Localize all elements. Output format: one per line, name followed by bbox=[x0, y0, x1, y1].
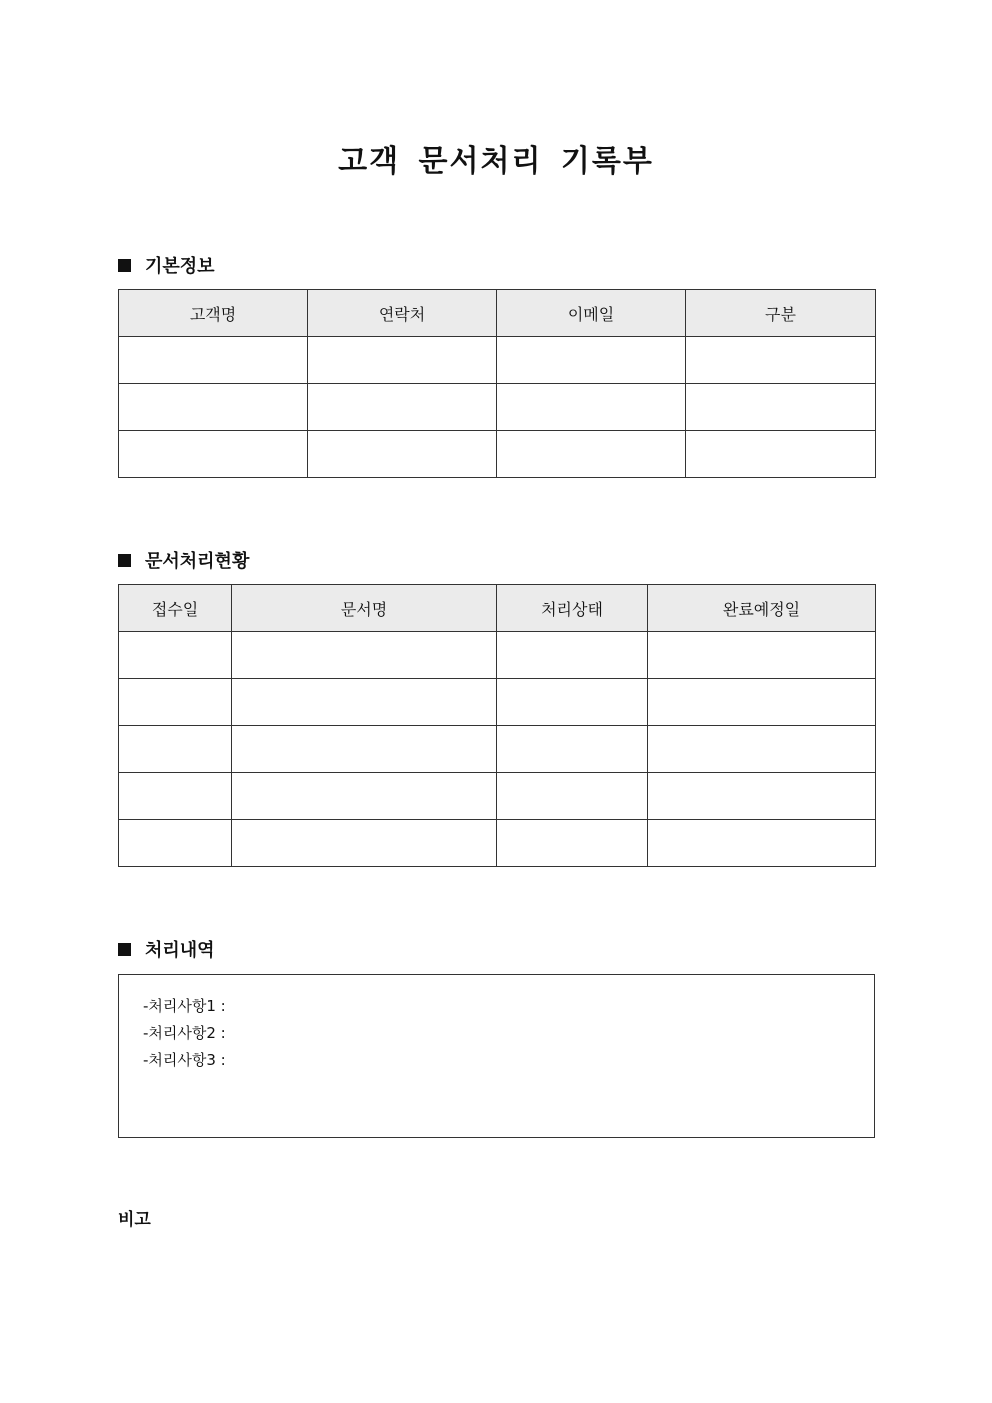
processing-item-1: -처리사항1 : bbox=[143, 997, 226, 1015]
remarks-label: 비고 bbox=[118, 1210, 151, 1230]
header-contact: 연락처 bbox=[308, 290, 497, 337]
basic-info-heading bbox=[118, 253, 215, 277]
table-cell[interactable] bbox=[497, 820, 648, 867]
table-cell[interactable] bbox=[686, 337, 876, 384]
table-cell[interactable] bbox=[497, 773, 648, 820]
processing-item-2: -처리사항2 : bbox=[143, 1024, 226, 1042]
header-received-date: 접수일 bbox=[119, 585, 232, 632]
table-cell[interactable] bbox=[497, 679, 648, 726]
table-cell[interactable] bbox=[119, 773, 232, 820]
processing-details-list bbox=[143, 993, 226, 1074]
table-cell[interactable] bbox=[308, 384, 497, 431]
table-row bbox=[119, 773, 876, 820]
header-customer-name: 고객명 bbox=[119, 290, 308, 337]
table-cell[interactable] bbox=[308, 431, 497, 478]
table-cell[interactable] bbox=[232, 679, 497, 726]
table-row bbox=[119, 632, 876, 679]
table-cell[interactable] bbox=[648, 726, 876, 773]
table-cell[interactable] bbox=[648, 679, 876, 726]
basic-info-heading-label: 기본정보 bbox=[145, 256, 215, 277]
table-row bbox=[119, 679, 876, 726]
table-cell[interactable] bbox=[232, 820, 497, 867]
table-cell[interactable] bbox=[497, 384, 686, 431]
table-cell[interactable] bbox=[648, 820, 876, 867]
table-cell[interactable] bbox=[119, 679, 232, 726]
table-cell[interactable] bbox=[686, 384, 876, 431]
basic-info-table bbox=[118, 289, 876, 478]
basic-info-header-row bbox=[119, 290, 876, 337]
square-bullet-icon bbox=[118, 554, 131, 567]
processing-details-heading bbox=[118, 937, 215, 961]
table-cell[interactable] bbox=[308, 337, 497, 384]
table-cell[interactable] bbox=[119, 820, 232, 867]
table-cell[interactable] bbox=[497, 726, 648, 773]
table-row bbox=[119, 384, 876, 431]
table-cell[interactable] bbox=[119, 632, 232, 679]
table-cell[interactable] bbox=[497, 632, 648, 679]
processing-status-heading bbox=[118, 548, 249, 572]
header-email: 이메일 bbox=[497, 290, 686, 337]
table-cell[interactable] bbox=[119, 384, 308, 431]
table-cell[interactable] bbox=[686, 431, 876, 478]
table-cell[interactable] bbox=[497, 337, 686, 384]
table-row bbox=[119, 431, 876, 478]
header-processing-state: 처리상태 bbox=[497, 585, 648, 632]
table-row bbox=[119, 820, 876, 867]
table-row bbox=[119, 726, 876, 773]
table-cell[interactable] bbox=[232, 773, 497, 820]
table-cell[interactable] bbox=[119, 337, 308, 384]
header-category: 구분 bbox=[686, 290, 876, 337]
processing-details-box[interactable] bbox=[118, 974, 875, 1138]
processing-details-heading-label: 처리내역 bbox=[145, 940, 215, 961]
header-document-name: 문서명 bbox=[232, 585, 497, 632]
processing-item-3: -처리사항3 : bbox=[143, 1051, 226, 1069]
table-cell[interactable] bbox=[648, 773, 876, 820]
table-cell[interactable] bbox=[232, 632, 497, 679]
square-bullet-icon bbox=[118, 943, 131, 956]
table-cell[interactable] bbox=[648, 632, 876, 679]
processing-status-header-row bbox=[119, 585, 876, 632]
processing-status-heading-label: 문서처리현황 bbox=[145, 551, 250, 572]
square-bullet-icon bbox=[118, 259, 131, 272]
table-row bbox=[119, 337, 876, 384]
table-cell[interactable] bbox=[119, 431, 308, 478]
table-cell[interactable] bbox=[119, 726, 232, 773]
page-title: 고객 문서처리 기록부 bbox=[338, 144, 654, 179]
header-expected-completion: 완료예정일 bbox=[648, 585, 876, 632]
table-cell[interactable] bbox=[232, 726, 497, 773]
processing-status-table bbox=[118, 584, 876, 867]
table-cell[interactable] bbox=[497, 431, 686, 478]
